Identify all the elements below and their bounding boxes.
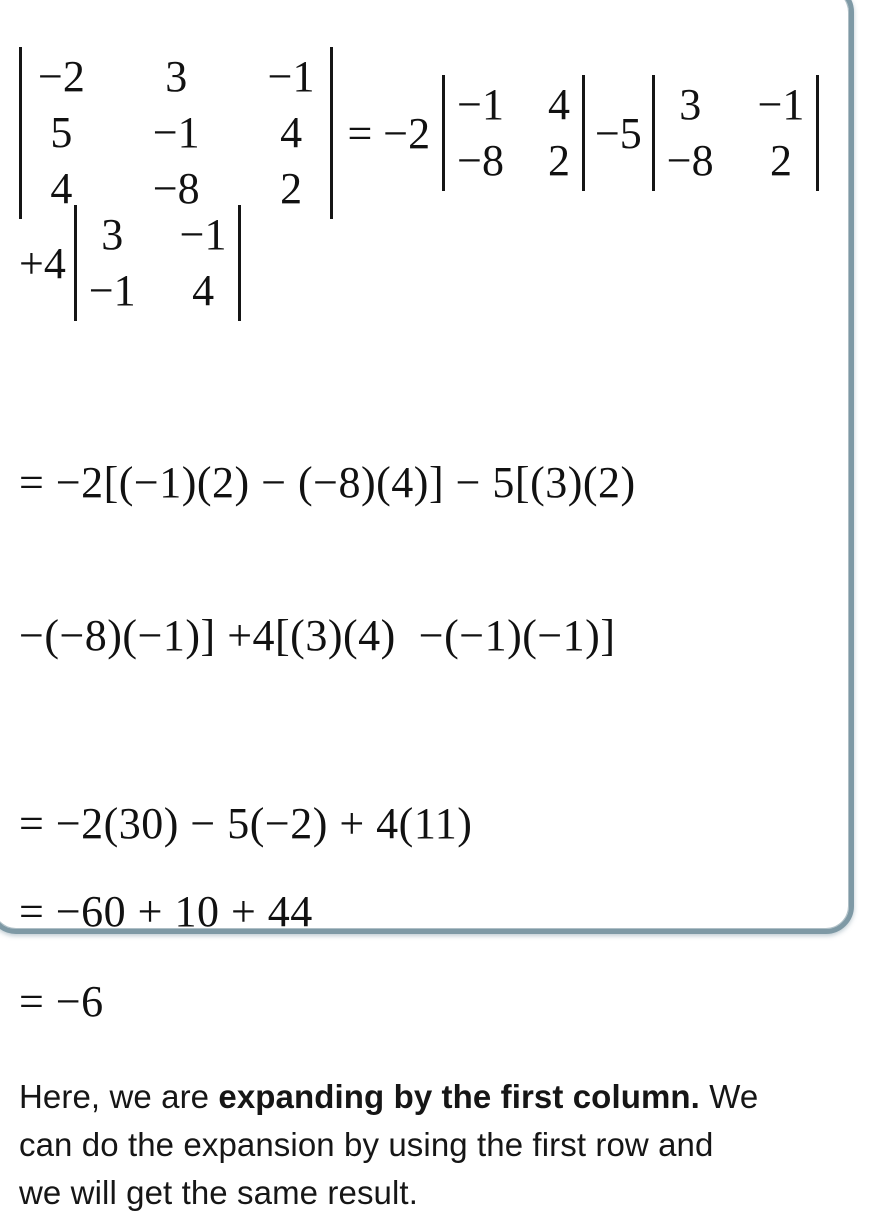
coefficient-plus4: +4 — [19, 238, 66, 288]
determinant-bar — [582, 75, 585, 191]
matrix-cell: 3 — [679, 80, 702, 129]
matrix-cell: −8 — [152, 164, 200, 213]
equation-step-products: = −2(30) − 5(−2) + 4(11) — [19, 799, 473, 848]
matrix-cell: 4 — [192, 266, 215, 315]
determinant-bar — [330, 47, 333, 219]
matrix-cell: −8 — [666, 136, 714, 185]
determinant-bar — [816, 75, 819, 191]
equation-step-expansion-line-1: = −2[(−1)(2) − (−8)(4)] − 5[(3)(2) — [19, 458, 636, 507]
matrix-grid — [77, 205, 239, 321]
matrix-cell: −1 — [267, 52, 315, 101]
determinant-2x2-minor-a — [442, 75, 585, 191]
coefficient-minus5: −5 — [594, 108, 642, 158]
matrix-cell: −8 — [457, 136, 504, 185]
matrix-cell: −1 — [88, 266, 136, 315]
equation-step-expansion-line-2: −(−8)(−1)] +4[(3)(4) −(−1)(−1)] — [19, 611, 616, 660]
equation-step-expansion — [19, 355, 831, 763]
matrix-cell: 2 — [280, 164, 303, 213]
equation-line-2 — [19, 205, 831, 321]
equation-line-1 — [19, 47, 831, 219]
matrix-grid — [22, 47, 330, 219]
math-solution — [19, 5, 831, 1217]
matrix-cell: −1 — [179, 210, 227, 259]
matrix-cell: 4 — [547, 80, 570, 129]
matrix-grid — [655, 75, 817, 191]
paragraph-text: We — [699, 1078, 759, 1115]
determinant-3x3 — [19, 47, 333, 219]
paragraph-line — [19, 1073, 831, 1121]
matrix-cell: 2 — [547, 136, 570, 185]
determinant-2x2-minor-c — [74, 205, 242, 321]
paragraph-text: Here, we are — [19, 1078, 219, 1115]
bold-phrase: expanding by the first column. — [218, 1078, 700, 1115]
matrix-cell: −1 — [757, 80, 805, 129]
equals-coefficient: = −2 — [347, 108, 431, 158]
matrix-cell: 5 — [50, 108, 73, 157]
equation-step-result: = −6 — [19, 977, 104, 1026]
matrix-cell: −1 — [152, 108, 200, 157]
matrix-cell: −1 — [457, 80, 504, 129]
determinant-bar — [238, 205, 241, 321]
equation-step-sums: = −60 + 10 + 44 — [19, 887, 313, 936]
paragraph-line: we will get the same result. — [19, 1174, 418, 1211]
determinant-2x2-minor-b — [652, 75, 820, 191]
matrix-cell: 4 — [280, 108, 303, 157]
paragraph-line: can do the expansion by using the first row and — [19, 1126, 714, 1163]
matrix-cell: 3 — [165, 52, 188, 101]
matrix-cell: 4 — [50, 164, 73, 213]
matrix-grid — [445, 75, 582, 191]
matrix-cell: 2 — [770, 136, 793, 185]
matrix-cell: 3 — [101, 210, 124, 259]
matrix-cell: −2 — [38, 52, 85, 101]
explanation-paragraph — [19, 1073, 831, 1217]
